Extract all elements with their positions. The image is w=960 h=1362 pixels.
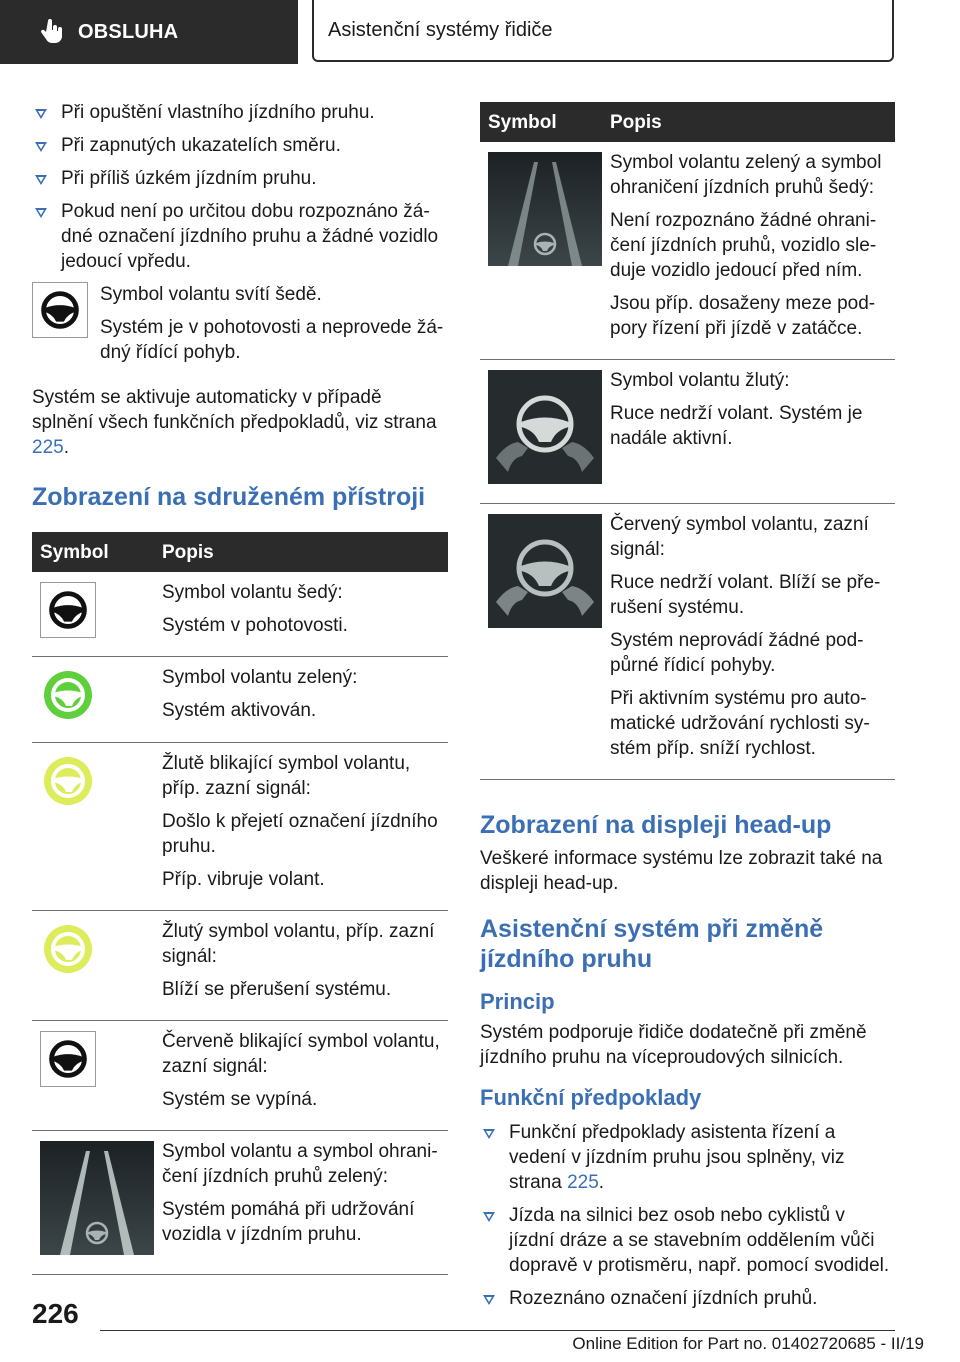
column-header-description: Popis: [162, 532, 448, 572]
table-row: Žlutě blikající symbol volantu, příp. zazní signál: Došlo k přejetí označení jízdního pruhu. Příp. vibruje volant.: [32, 743, 448, 911]
bullet-triangle-icon: [483, 1212, 495, 1222]
section-tab: [0, 0, 298, 64]
steering-wheel-yellow-icon: [40, 921, 96, 977]
table-row: Symbol volantu zelený a symbol ohraničení jízdních pruhů šedý: Není rozpoznáno žádné ohraničení jízdních pruhů, vozidlo sleduje vozidlo jedoucí před ním. Jsou příp. dosaženy meze podpory řízení při jízdě v zatáčce.: [480, 142, 895, 360]
column-header-description: Popis: [610, 102, 895, 142]
cluster-heading: Zobrazení na sdruženém přístroji: [32, 483, 426, 511]
auto-activation-text: Systém se aktivuje automaticky v případě splnění všech funkčních předpokladů, viz strana 225.: [32, 387, 437, 458]
section-label: OBSLUHA: [78, 20, 179, 43]
page-number: 226: [32, 1298, 79, 1329]
table-row: Červený symbol volantu, zazní signál: Ruce nedrží volant. Blíží se přerušení systému. Systém neprovádí žádné podpůrné řídicí pohyby. Při aktivním systému pro automatické udržování rychlosti systém příp. sníží rychlost.: [480, 504, 895, 780]
steering-wheel-yellow-blinking-icon: [40, 753, 96, 809]
hands-off-red-icon: [488, 514, 602, 628]
list-item: Rozeznáno označení jízdních pruhů.: [480, 1286, 895, 1311]
list-item: Funkční předpoklady asistenta řízení a vedení v jízdním pruhu jsou splněny, viz strana 225.: [480, 1120, 895, 1195]
prerequisites-heading: Funkční předpoklady: [480, 1085, 702, 1110]
principle-text: Systém podporuje řidiče dodatečně při změně jízdního pruhu na víceproudových silnicích.: [480, 1022, 867, 1068]
steering-wheel-green-icon: [40, 667, 96, 723]
steering-wheel-grey-icon: [40, 582, 96, 638]
chapter-label: Asistenční systémy řidiče: [328, 18, 553, 41]
chapter-tab: [312, 0, 894, 62]
list-item: Při opuštění vlastního jízdního pruhu.: [32, 100, 448, 125]
left-column: [32, 100, 448, 1275]
steering-wheel-grey-icon: [32, 282, 88, 338]
hud-text: Veškeré informace systému lze zobrazit také na displeji head-up.: [480, 848, 883, 894]
bullet-triangle-icon: [35, 109, 47, 119]
table-row: Červeně blikající symbol volantu, zazní signál: Systém se vypíná.: [32, 1021, 448, 1131]
list-item: Jízda na silnici bez osob nebo cyklistů v jízdní dráze a se stavebním oddělením vůči dopravě v protisměru, např. pomocí svodidel.: [480, 1203, 895, 1278]
hands-off-yellow-icon: [488, 370, 602, 484]
steering-wheel-lanes-green-icon: [40, 1141, 154, 1255]
page-link[interactable]: 225: [32, 437, 64, 458]
deactivation-list: [32, 100, 448, 274]
standby-note: Symbol volantu svítí šedě. Systém je v pohotovosti a neprovede žádný řídící pohyb.: [32, 282, 448, 373]
footer-divider: [100, 1330, 895, 1331]
steering-wheel-lanes-grey-icon: [488, 152, 602, 266]
table-row: Symbol volantu šedý: Systém v pohotovosti.: [32, 572, 448, 657]
principle-heading: Princip: [480, 989, 555, 1014]
table-row: Symbol volantu a symbol ohraničení jízdních pruhů zelený: Systém pomáhá při udržování vozidla v jízdním pruhu.: [32, 1131, 448, 1275]
prerequisites-list: [480, 1120, 895, 1311]
edition-text: Online Edition for Part no. 01402720685 - II/19: [572, 1334, 924, 1353]
bullet-triangle-icon: [35, 175, 47, 185]
bullet-triangle-icon: [483, 1129, 495, 1139]
right-column: [480, 102, 895, 1319]
hand-icon: [38, 18, 66, 46]
table-row: Žlutý symbol volantu, příp. zazní signál: Blíží se přerušení systému.: [32, 911, 448, 1021]
bullet-triangle-icon: [35, 208, 47, 218]
cluster-symbol-table-continued: [480, 102, 895, 780]
list-item: Při zapnutých ukazatelích směru.: [32, 133, 448, 158]
steering-wheel-red-blinking-icon: [40, 1031, 96, 1087]
list-item: Při příliš úzkém jízdním pruhu.: [32, 166, 448, 191]
hud-heading: Zobrazení na displeji head-up: [480, 811, 832, 839]
table-row: Symbol volantu zelený: Systém aktivován.: [32, 657, 448, 743]
table-row: Symbol volantu žlutý: Ruce nedrží volant. Systém je nadále aktivní.: [480, 360, 895, 504]
bullet-triangle-icon: [35, 142, 47, 152]
page-link[interactable]: 225: [567, 1172, 599, 1193]
column-header-symbol: Symbol: [32, 532, 162, 572]
lane-change-heading: Asistenční systém při změně jízdního pruhu: [480, 915, 824, 973]
list-item: Pokud není po určitou dobu rozpoznáno žádné označení jízdního pruhu a žádné vozidlo jedoucí vpředu.: [32, 199, 448, 274]
column-header-symbol: Symbol: [480, 102, 610, 142]
bullet-triangle-icon: [483, 1295, 495, 1305]
cluster-symbol-table: [32, 532, 448, 1275]
